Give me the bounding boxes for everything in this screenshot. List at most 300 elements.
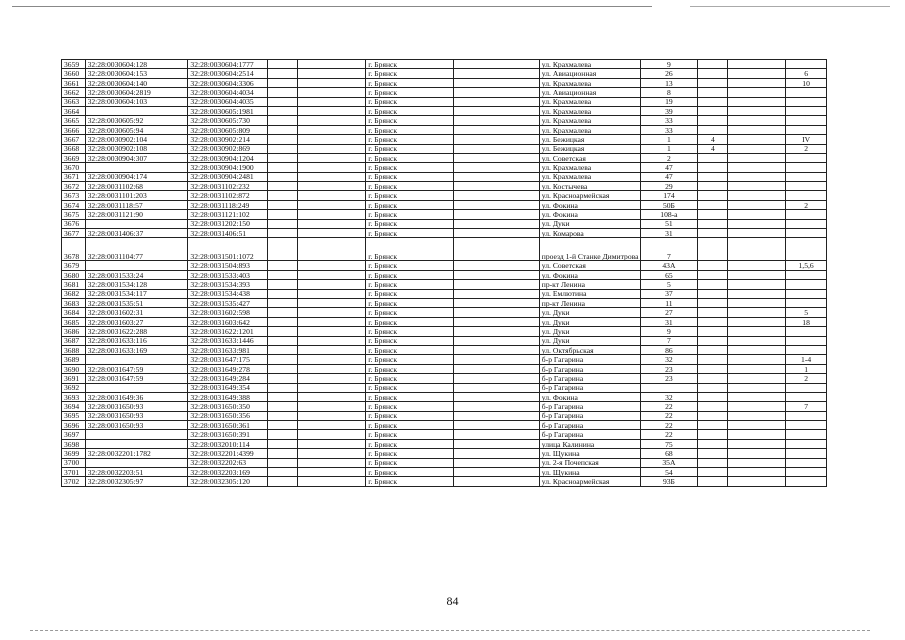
row-number: 3660 <box>62 69 86 78</box>
empty-cell <box>728 106 786 115</box>
cadastral-number <box>85 430 188 439</box>
empty-cell <box>297 219 366 228</box>
cadastral-number <box>85 219 188 228</box>
building-number <box>698 238 728 261</box>
city: г. Брянск <box>366 327 454 336</box>
city: г. Брянск <box>366 383 454 392</box>
building-number <box>698 336 728 345</box>
top-rule-right <box>690 6 890 7</box>
table-row <box>62 135 827 144</box>
house-number: 7 <box>640 336 698 345</box>
top-rule <box>12 6 652 7</box>
empty-cell <box>297 289 366 298</box>
house-number: 47 <box>640 172 698 181</box>
empty-cell <box>267 135 297 144</box>
empty-cell <box>454 383 540 392</box>
empty-cell <box>728 88 786 97</box>
house-number: 47 <box>640 163 698 172</box>
table-row <box>62 163 827 172</box>
table-row <box>62 125 827 134</box>
row-number: 3681 <box>62 280 86 289</box>
city: г. Брянск <box>366 116 454 125</box>
object-cadastral-number: 32:28:0030604:3306 <box>188 78 267 87</box>
apartment-number <box>786 125 827 134</box>
row-number: 3674 <box>62 200 86 209</box>
object-cadastral-number: 32:28:0031534:438 <box>188 289 267 298</box>
table-row <box>62 261 827 270</box>
row-number: 3691 <box>62 374 86 383</box>
city: г. Брянск <box>366 229 454 238</box>
cadastral-number: 32:28:0031533:24 <box>85 270 188 279</box>
table-row <box>62 411 827 420</box>
table-row <box>62 116 827 125</box>
city: г. Брянск <box>366 355 454 364</box>
apartment-number <box>786 191 827 200</box>
house-number: 2 <box>640 153 698 162</box>
row-number: 3698 <box>62 439 86 448</box>
cadastral-number: 32:28:0032305:97 <box>85 477 188 486</box>
object-cadastral-number: 32:28:0030604:4034 <box>188 88 267 97</box>
street: ул. Крахмалева <box>539 125 640 134</box>
empty-cell <box>728 78 786 87</box>
object-cadastral-number: 32:28:0030605:1981 <box>188 106 267 115</box>
cadastral-number: 32:28:0031534:117 <box>85 289 188 298</box>
street: проезд 1-й Станке Димитрова <box>539 238 640 261</box>
table-row <box>62 69 827 78</box>
empty-cell <box>728 477 786 486</box>
building-number <box>698 383 728 392</box>
house-number: 54 <box>640 468 698 477</box>
table-row <box>62 430 827 439</box>
empty-cell <box>267 458 297 467</box>
cadastral-number: 32:28:0031603:27 <box>85 317 188 326</box>
empty-cell <box>454 78 540 87</box>
empty-cell <box>267 88 297 97</box>
table-row <box>62 106 827 115</box>
cadastral-number: 32:28:0031104:77 <box>85 238 188 261</box>
object-cadastral-number: 32:28:0031118:249 <box>188 200 267 209</box>
house-number: 33 <box>640 125 698 134</box>
row-number: 3663 <box>62 97 86 106</box>
object-cadastral-number: 32:28:0031650:391 <box>188 430 267 439</box>
street: ул. Щукина <box>539 468 640 477</box>
street: пр-кт Ленина <box>539 298 640 307</box>
building-number <box>698 60 728 69</box>
table-row <box>62 270 827 279</box>
house-number: 1 <box>640 144 698 153</box>
empty-cell <box>454 280 540 289</box>
table-row <box>62 383 827 392</box>
empty-cell <box>454 97 540 106</box>
city: г. Брянск <box>366 97 454 106</box>
object-cadastral-number: 32:28:0031102:232 <box>188 182 267 191</box>
street: ул. Комарова <box>539 229 640 238</box>
empty-cell <box>267 270 297 279</box>
empty-cell <box>267 191 297 200</box>
street: улица Калинина <box>539 439 640 448</box>
empty-cell <box>297 430 366 439</box>
empty-cell <box>267 153 297 162</box>
empty-cell <box>267 374 297 383</box>
object-cadastral-number: 32:28:0031102:872 <box>188 191 267 200</box>
table-row <box>62 421 827 430</box>
apartment-number <box>786 116 827 125</box>
city: г. Брянск <box>366 439 454 448</box>
apartment-number <box>786 392 827 401</box>
apartment-number <box>786 449 827 458</box>
house-number: 39 <box>640 106 698 115</box>
row-number: 3694 <box>62 402 86 411</box>
house-number: 33 <box>640 116 698 125</box>
row-number: 3673 <box>62 191 86 200</box>
street: б-р Гагарина <box>539 374 640 383</box>
house-number: 43А <box>640 261 698 270</box>
apartment-number: 2 <box>786 374 827 383</box>
apartment-number <box>786 60 827 69</box>
empty-cell <box>454 345 540 354</box>
house-number: 32 <box>640 392 698 401</box>
empty-cell <box>297 69 366 78</box>
building-number <box>698 317 728 326</box>
empty-cell <box>267 468 297 477</box>
cadastral-number: 32:28:0032203:51 <box>85 468 188 477</box>
cadastral-number: 32:28:0030604:2819 <box>85 88 188 97</box>
house-number: 31 <box>640 229 698 238</box>
street: ул. Крахмалева <box>539 172 640 181</box>
apartment-number <box>786 153 827 162</box>
city: г. Брянск <box>366 449 454 458</box>
empty-cell <box>297 238 366 261</box>
building-number <box>698 97 728 106</box>
city: г. Брянск <box>366 144 454 153</box>
table-row <box>62 458 827 467</box>
building-number <box>698 182 728 191</box>
building-number <box>698 364 728 373</box>
empty-cell <box>728 317 786 326</box>
building-number <box>698 327 728 336</box>
empty-cell <box>454 298 540 307</box>
empty-cell <box>267 449 297 458</box>
apartment-number <box>786 172 827 181</box>
city: г. Брянск <box>366 336 454 345</box>
apartment-number <box>786 163 827 172</box>
empty-cell <box>728 116 786 125</box>
street: ул. Дуки <box>539 336 640 345</box>
street: б-р Гагарина <box>539 364 640 373</box>
street: ул. Крахмалева <box>539 106 640 115</box>
empty-cell <box>454 430 540 439</box>
row-number: 3685 <box>62 317 86 326</box>
empty-cell <box>267 78 297 87</box>
object-cadastral-number: 32:28:0031647:175 <box>188 355 267 364</box>
apartment-number <box>786 345 827 354</box>
empty-cell <box>728 144 786 153</box>
row-number: 3661 <box>62 78 86 87</box>
street: ул. Дуки <box>539 327 640 336</box>
city: г. Брянск <box>366 135 454 144</box>
building-number <box>698 308 728 317</box>
empty-cell <box>728 402 786 411</box>
empty-cell <box>454 172 540 181</box>
row-number: 3701 <box>62 468 86 477</box>
object-cadastral-number: 32:28:0031649:284 <box>188 374 267 383</box>
empty-cell <box>267 355 297 364</box>
empty-cell <box>267 238 297 261</box>
row-number: 3667 <box>62 135 86 144</box>
empty-cell <box>297 336 366 345</box>
city: г. Брянск <box>366 106 454 115</box>
city: г. Брянск <box>366 411 454 420</box>
house-number: 32 <box>640 355 698 364</box>
empty-cell <box>454 60 540 69</box>
empty-cell <box>728 289 786 298</box>
street: ул. Щукина <box>539 449 640 458</box>
row-number: 3677 <box>62 229 86 238</box>
cadastral-number: 32:28:0031101:203 <box>85 191 188 200</box>
empty-cell <box>454 69 540 78</box>
house-number: 86 <box>640 345 698 354</box>
building-number <box>698 402 728 411</box>
empty-cell <box>297 402 366 411</box>
house-number: 9 <box>640 327 698 336</box>
empty-cell <box>267 97 297 106</box>
city: г. Брянск <box>366 125 454 134</box>
object-cadastral-number: 32:28:0032305:120 <box>188 477 267 486</box>
row-number: 3668 <box>62 144 86 153</box>
object-cadastral-number: 32:28:0030605:809 <box>188 125 267 134</box>
empty-cell <box>728 327 786 336</box>
building-number <box>698 458 728 467</box>
table-row <box>62 182 827 191</box>
empty-cell <box>728 430 786 439</box>
table-row <box>62 468 827 477</box>
empty-cell <box>728 270 786 279</box>
empty-cell <box>267 308 297 317</box>
empty-cell <box>297 125 366 134</box>
empty-cell <box>267 106 297 115</box>
row-number: 3687 <box>62 336 86 345</box>
apartment-number <box>786 383 827 392</box>
empty-cell <box>297 477 366 486</box>
table-row <box>62 308 827 317</box>
apartment-number <box>786 219 827 228</box>
street: ул. Советская <box>539 261 640 270</box>
empty-cell <box>297 439 366 448</box>
street: ул. Дуки <box>539 317 640 326</box>
empty-cell <box>297 364 366 373</box>
empty-cell <box>454 364 540 373</box>
cadastral-number: 32:28:0031633:116 <box>85 336 188 345</box>
city: г. Брянск <box>366 69 454 78</box>
empty-cell <box>267 200 297 209</box>
object-cadastral-number: 32:28:0030604:2514 <box>188 69 267 78</box>
object-cadastral-number: 32:28:0031501:1072 <box>188 238 267 261</box>
empty-cell <box>454 135 540 144</box>
city: г. Брянск <box>366 430 454 439</box>
row-number: 3659 <box>62 60 86 69</box>
house-number: 29 <box>640 182 698 191</box>
table-row <box>62 392 827 401</box>
building-number <box>698 392 728 401</box>
cadastral-number <box>85 458 188 467</box>
cadastral-number: 32:28:0030904:174 <box>85 172 188 181</box>
table-row <box>62 374 827 383</box>
object-cadastral-number: 32:28:0032201:4399 <box>188 449 267 458</box>
cadastral-number: 32:28:0030604:128 <box>85 60 188 69</box>
row-number: 3666 <box>62 125 86 134</box>
building-number <box>698 477 728 486</box>
empty-cell <box>728 69 786 78</box>
house-number: 13 <box>640 78 698 87</box>
table-row <box>62 298 827 307</box>
empty-cell <box>728 392 786 401</box>
street: ул. Дуки <box>539 219 640 228</box>
empty-cell <box>728 210 786 219</box>
empty-cell <box>454 458 540 467</box>
cadastral-number <box>85 163 188 172</box>
street: ул. Красноармейская <box>539 477 640 486</box>
street: ул. Бежицкая <box>539 135 640 144</box>
cadastral-number <box>85 439 188 448</box>
registry-table-body <box>62 60 827 487</box>
house-number: 75 <box>640 439 698 448</box>
row-number: 3689 <box>62 355 86 364</box>
cadastral-number: 32:28:0031647:59 <box>85 374 188 383</box>
table-row <box>62 219 827 228</box>
empty-cell <box>728 97 786 106</box>
cadastral-number: 32:28:0031649:36 <box>85 392 188 401</box>
house-number: 27 <box>640 308 698 317</box>
object-cadastral-number: 32:28:0031650:356 <box>188 411 267 420</box>
cadastral-number <box>85 106 188 115</box>
house-number: 9 <box>640 60 698 69</box>
apartment-number <box>786 229 827 238</box>
object-cadastral-number: 32:28:0031535:427 <box>188 298 267 307</box>
building-number <box>698 345 728 354</box>
object-cadastral-number: 32:28:0030604:1777 <box>188 60 267 69</box>
empty-cell <box>297 229 366 238</box>
table-row <box>62 355 827 364</box>
row-number: 3675 <box>62 210 86 219</box>
apartment-number: 1,5,6 <box>786 261 827 270</box>
city: г. Брянск <box>366 458 454 467</box>
apartment-number: 7 <box>786 402 827 411</box>
street: ул. Октябрьская <box>539 345 640 354</box>
empty-cell <box>454 144 540 153</box>
object-cadastral-number: 32:28:0030902:869 <box>188 144 267 153</box>
apartment-number: 5 <box>786 308 827 317</box>
object-cadastral-number: 32:28:0031602:598 <box>188 308 267 317</box>
row-number: 3679 <box>62 261 86 270</box>
empty-cell <box>728 163 786 172</box>
building-number <box>698 172 728 181</box>
row-number: 3680 <box>62 270 86 279</box>
building-number <box>698 200 728 209</box>
empty-cell <box>297 308 366 317</box>
house-number: 8 <box>640 88 698 97</box>
house-number: 65 <box>640 270 698 279</box>
empty-cell <box>454 477 540 486</box>
cadastral-number: 32:28:0030902:108 <box>85 144 188 153</box>
object-cadastral-number: 32:28:0031533:403 <box>188 270 267 279</box>
street: ул. Фокина <box>539 392 640 401</box>
cadastral-number: 32:28:0031406:37 <box>85 229 188 238</box>
empty-cell <box>454 270 540 279</box>
apartment-number <box>786 106 827 115</box>
object-cadastral-number: 32:28:0030902:214 <box>188 135 267 144</box>
empty-cell <box>728 60 786 69</box>
empty-cell <box>454 191 540 200</box>
apartment-number: 1 <box>786 364 827 373</box>
street: пр-кт Ленина <box>539 280 640 289</box>
house-number: 51 <box>640 219 698 228</box>
table-row <box>62 477 827 486</box>
building-number <box>698 229 728 238</box>
empty-cell <box>454 327 540 336</box>
cadastral-number: 32:28:0032201:1782 <box>85 449 188 458</box>
object-cadastral-number: 32:28:0030604:4035 <box>188 97 267 106</box>
empty-cell <box>267 163 297 172</box>
building-number <box>698 106 728 115</box>
row-number: 3665 <box>62 116 86 125</box>
empty-cell <box>297 78 366 87</box>
house-number: 19 <box>640 97 698 106</box>
empty-cell <box>267 421 297 430</box>
empty-cell <box>267 125 297 134</box>
building-number <box>698 449 728 458</box>
empty-cell <box>454 106 540 115</box>
apartment-number <box>786 270 827 279</box>
city: г. Брянск <box>366 364 454 373</box>
row-number: 3672 <box>62 182 86 191</box>
row-number: 3684 <box>62 308 86 317</box>
empty-cell <box>454 163 540 172</box>
apartment-number <box>786 439 827 448</box>
empty-cell <box>728 238 786 261</box>
empty-cell <box>267 430 297 439</box>
cadastral-number: 32:28:0031534:128 <box>85 280 188 289</box>
empty-cell <box>297 355 366 364</box>
cadastral-number: 32:28:0030604:103 <box>85 97 188 106</box>
empty-cell <box>297 97 366 106</box>
cadastral-number <box>85 261 188 270</box>
empty-cell <box>454 392 540 401</box>
row-number: 3702 <box>62 477 86 486</box>
apartment-number <box>786 421 827 430</box>
city: г. Брянск <box>366 219 454 228</box>
building-number <box>698 261 728 270</box>
empty-cell <box>454 261 540 270</box>
street: ул. Крахмалева <box>539 78 640 87</box>
street: ул. Фокина <box>539 200 640 209</box>
object-cadastral-number: 32:28:0031650:350 <box>188 402 267 411</box>
empty-cell <box>454 439 540 448</box>
row-number: 3697 <box>62 430 86 439</box>
building-number <box>698 468 728 477</box>
empty-cell <box>297 153 366 162</box>
house-number <box>640 383 698 392</box>
empty-cell <box>454 88 540 97</box>
apartment-number: 1-4 <box>786 355 827 364</box>
cadastral-number: 32:28:0030904:307 <box>85 153 188 162</box>
cadastral-number: 32:28:0031121:90 <box>85 210 188 219</box>
cadastral-number: 32:28:0030604:153 <box>85 69 188 78</box>
empty-cell <box>728 298 786 307</box>
empty-cell <box>454 116 540 125</box>
apartment-number <box>786 289 827 298</box>
apartment-number <box>786 88 827 97</box>
street: ул. Емлютина <box>539 289 640 298</box>
